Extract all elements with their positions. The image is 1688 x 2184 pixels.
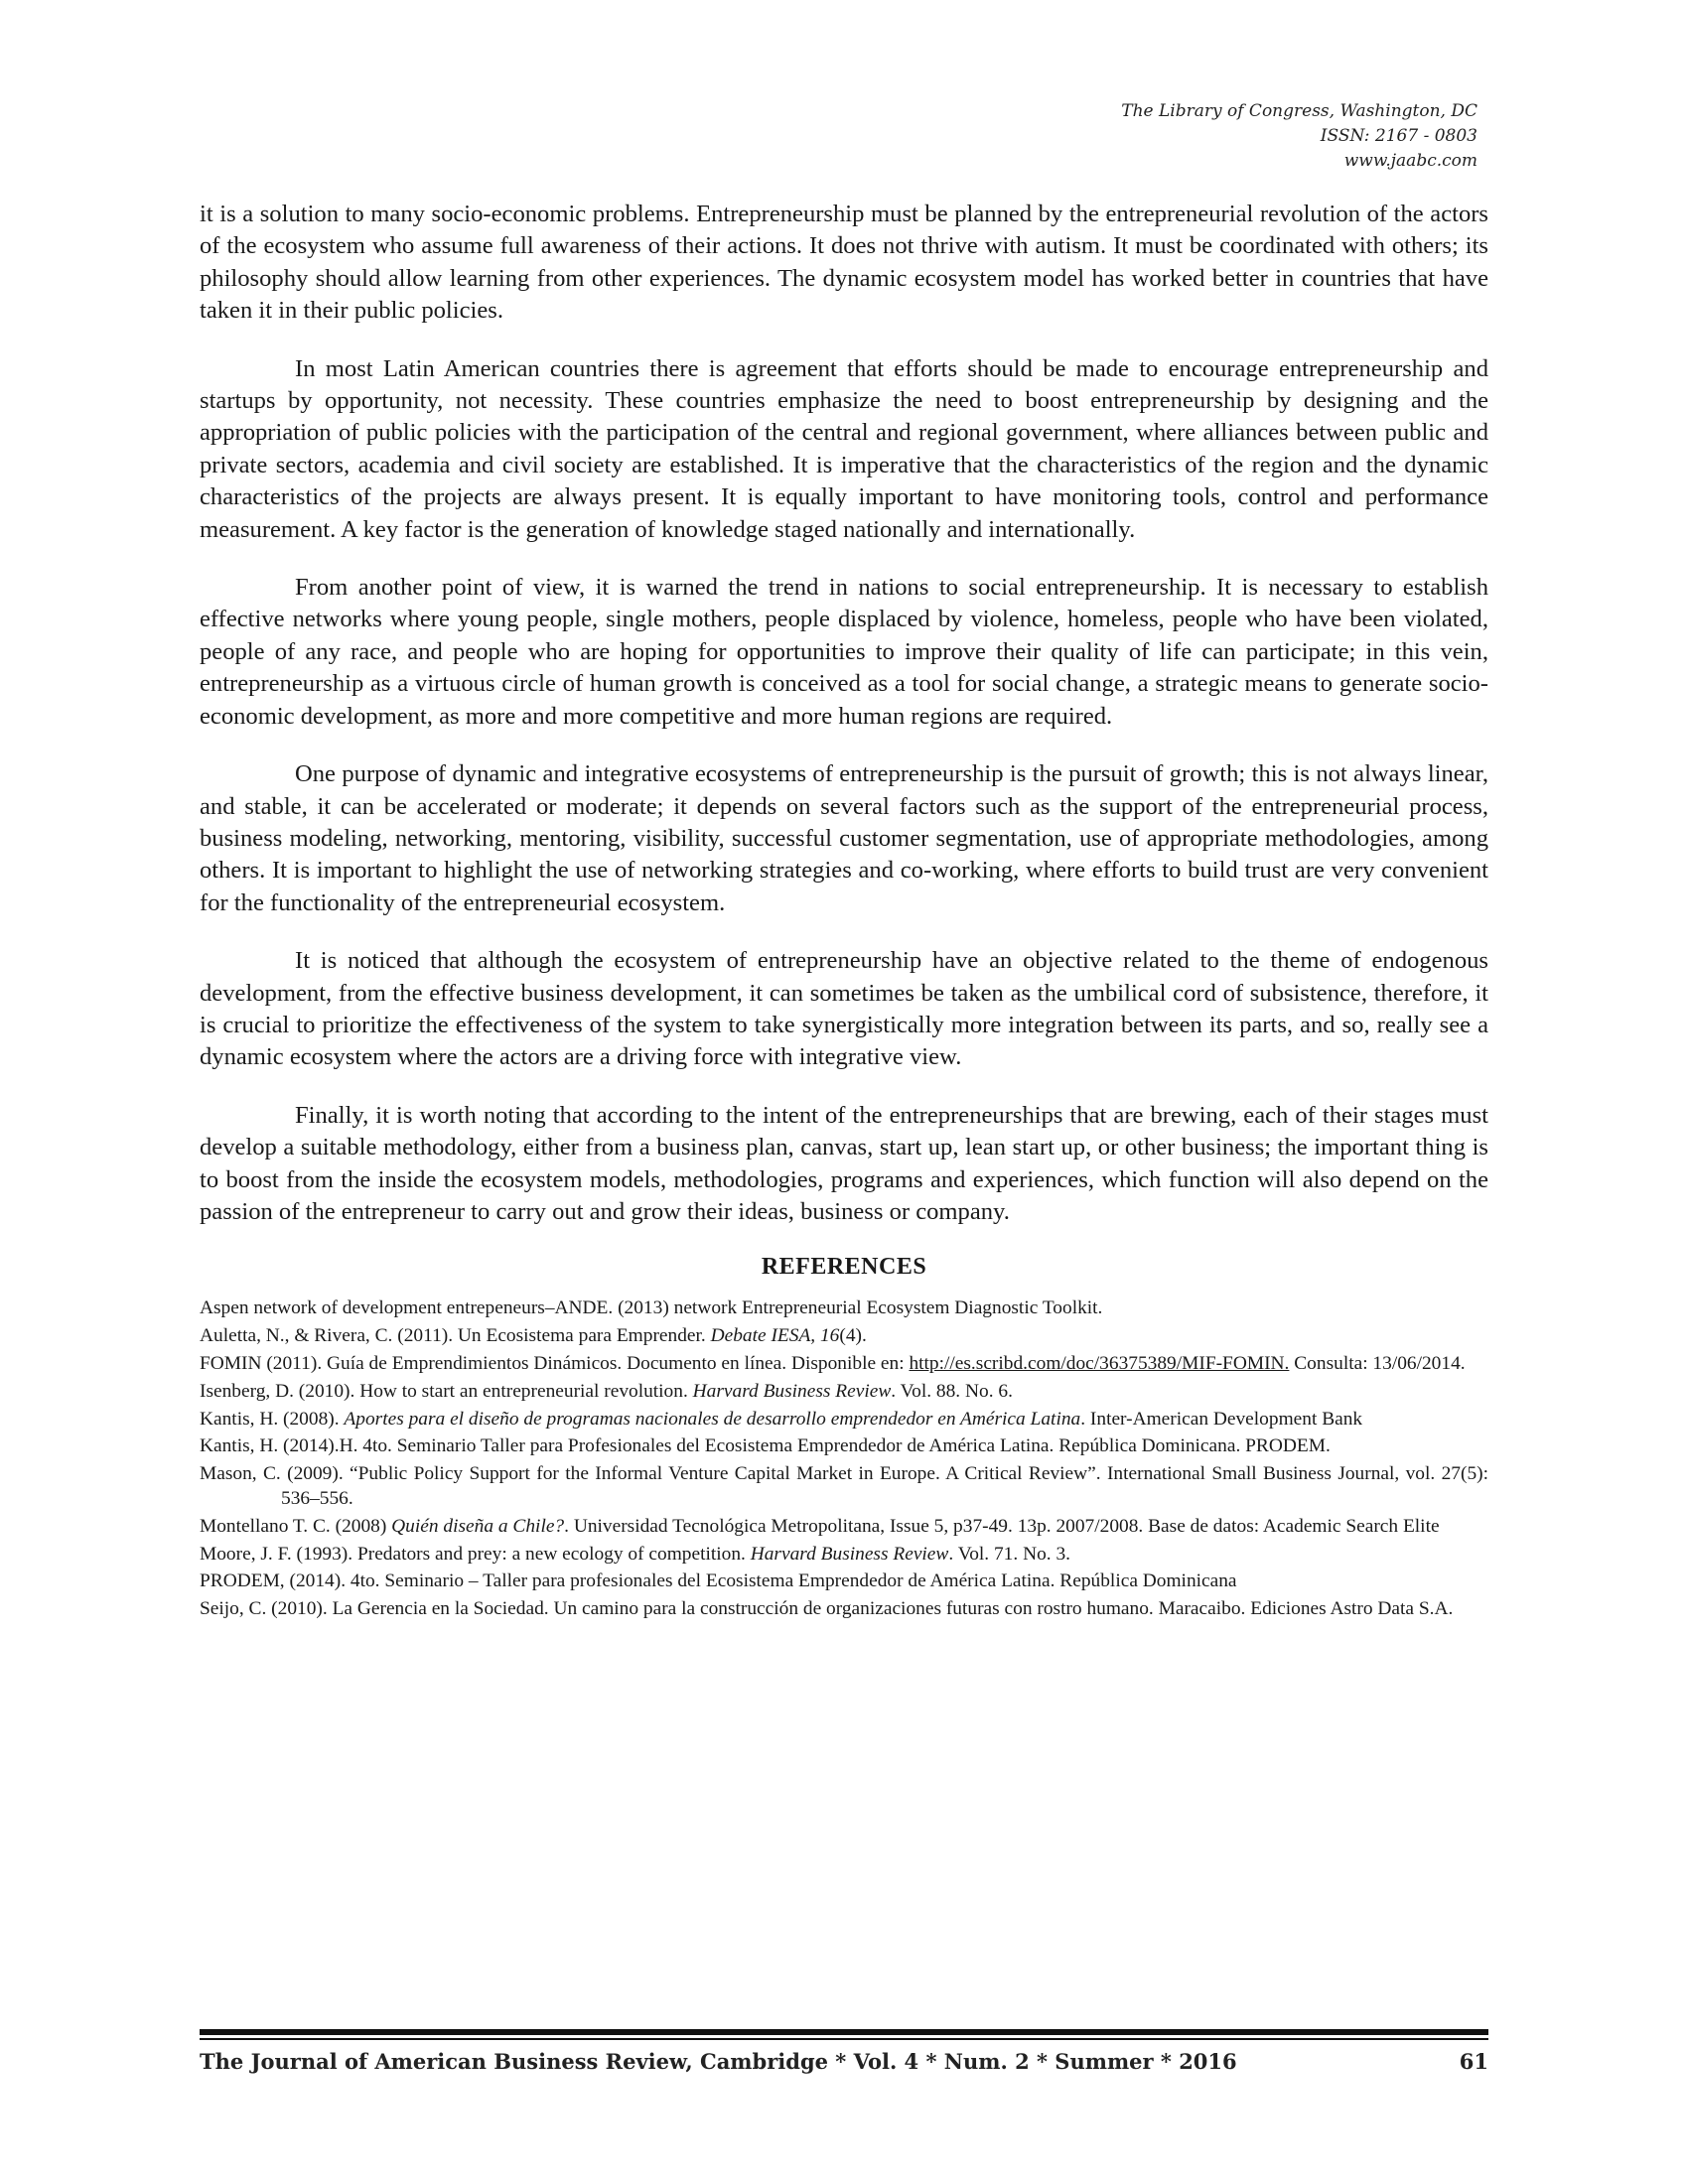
- page-footer: [200, 2049, 1488, 2074]
- footer-divider: [200, 2029, 1488, 2035]
- reference-item: Auletta, N., & Rivera, C. (2011). Un Ecosistema para Emprender. Debate IESA, 16(4).: [200, 1325, 867, 1347]
- footer-journal-title: The Journal of American Business Review, Cambridge * Vol. 4 * Num. 2 * Summer * 2016: [200, 2049, 1237, 2074]
- reference-link[interactable]: http://es.scribd.com/doc/36375389/MIF-FOMIN.: [909, 1352, 1290, 1374]
- paragraph: From another point of view, it is warned the trend in nations to social entrepreneurship. It is necessary to establish effective networks where young people, single mothers, people displaced by violence, homeless, people who have been violated, people of any race, and people who are hoping for opportunities to improve their quality of life can participate; in this vein, entrepreneurship as a virtuous circle of human growth is conceived as a tool for social change, a strategic means to generate socio-economic development, as more and more competitive and more human regions are required.: [200, 574, 1488, 730]
- references-heading: REFERENCES: [761, 1254, 927, 1281]
- reference-item: FOMIN (2011). Guía de Emprendimientos Dinámicos. Documento en línea. Disponible en: http://es.scribd.com/doc/36375389/MIF-FOMIN. Consulta: 13/06/2014.: [200, 1352, 1466, 1374]
- footer-divider-thin: [200, 2038, 1488, 2040]
- page-number: 61: [1459, 2049, 1488, 2074]
- paragraph: It is noticed that although the ecosystem of entrepreneurship have an objective related to the theme of endogenous development, from the effective business development, it can sometimes be taken as the umbilical cord of subsistence, therefore, it is crucial to prioritize the effectiveness of the system to take synergistically more integration between its parts, and so, really see a dynamic ecosystem where the actors are a driving force with integrative view.: [200, 947, 1488, 1071]
- paragraph: In most Latin American countries there is agreement that efforts should be made to encourage entrepreneurship and startups by opportunity, not necessity. These countries emphasize the need to boost entrepreneurship by designing and the appropriation of public policies with the participation of the central and regional government, where alliances between public and private sectors, academia and civil society are established. It is imperative that the characteristics of the region and the dynamic characteristics of the projects are always present. It is equally important to have monitoring tools, control and performance measurement. A key factor is the generation of knowledge staged nationally and internationally.: [200, 354, 1488, 543]
- reference-item: Isenberg, D. (2010). How to start an entrepreneurial revolution. Harvard Business Review. Vol. 88. No. 6.: [200, 1380, 1013, 1402]
- paragraph: it is a solution to many socio-economic problems. Entrepreneurship must be planned by the entrepreneurial revolution of the actors of the ecosystem who assume full awareness of their actions. It does not thrive with autism. It must be coordinated with others; its philosophy should allow learning from other experiences. The dynamic ecosystem model has worked better in countries that have taken it in their public policies.: [200, 201, 1488, 325]
- reference-item: Kantis, H. (2014).H. 4to. Seminario Taller para Profesionales del Ecosistema Emprendedor de América Latina. República Dominicana. PRODEM.: [200, 1435, 1331, 1457]
- header-library: The Library of Congress, Washington, DC: [1121, 101, 1477, 121]
- references-list: [200, 1297, 1488, 1622]
- reference-item: Seijo, C. (2010). La Gerencia en la Sociedad. Un camino para la construcción de organizaciones futuras con rostro humano. Maracaibo. Ediciones Astro Data S.A.: [200, 1598, 1454, 1620]
- header-issn: ISSN: 2167 - 0803: [1320, 126, 1477, 146]
- header-website: www.jaabc.com: [1343, 151, 1477, 171]
- reference-item: Kantis, H. (2008). Aportes para el diseño de programas nacionales de desarrollo emprendedor en América Latina. Inter-American Development Bank: [200, 1408, 1363, 1430]
- article-body: [200, 199, 1488, 1625]
- reference-item: Aspen network of development entrepeneurs–ANDE. (2013) network Entrepreneurial Ecosystem Diagnostic Toolkit.: [200, 1297, 1103, 1319]
- running-header: [1121, 99, 1477, 174]
- reference-item: Moore, J. F. (1993). Predators and prey: a new ecology of competition. Harvard Business Review. Vol. 71. No. 3.: [200, 1543, 1071, 1565]
- paragraph: Finally, it is worth noting that according to the intent of the entrepreneurships that are brewing, each of their stages must develop a suitable methodology, either from a business plan, canvas, start up, lean start up, or other business; the important thing is to boost from the inside the ecosystem models, methodologies, programs and experiences, which function will also depend on the passion of the entrepreneur to carry out and grow their ideas, business or company.: [200, 1101, 1488, 1225]
- reference-item: Montellano T. C. (2008) Quién diseña a Chile?. Universidad Tecnológica Metropolitana, Issue 5, p37-49. 13p. 2007/2008. Base de datos: Academic Search Elite: [200, 1515, 1440, 1537]
- paragraph: One purpose of dynamic and integrative ecosystems of entrepreneurship is the pursuit of growth; this is not always linear, and stable, it can be accelerated or moderate; it depends on several factors such as the support of the entrepreneurial process, business modeling, networking, mentoring, visibility, successful customer segmentation, use of appropriate methodologies, among others. It is important to highlight the use of networking strategies and co-working, where efforts to build trust are very convenient for the functionality of the entrepreneurial ecosystem.: [200, 760, 1488, 916]
- reference-item: Mason, C. (2009). “Public Policy Support for the Informal Venture Capital Market in Europe. A Critical Review”. International Small Business Journal, vol. 27(5): 536–556.: [200, 1463, 1488, 1509]
- reference-item: PRODEM, (2014). 4to. Seminario – Taller para profesionales del Ecosistema Emprendedor de América Latina. República Dominicana: [200, 1570, 1237, 1592]
